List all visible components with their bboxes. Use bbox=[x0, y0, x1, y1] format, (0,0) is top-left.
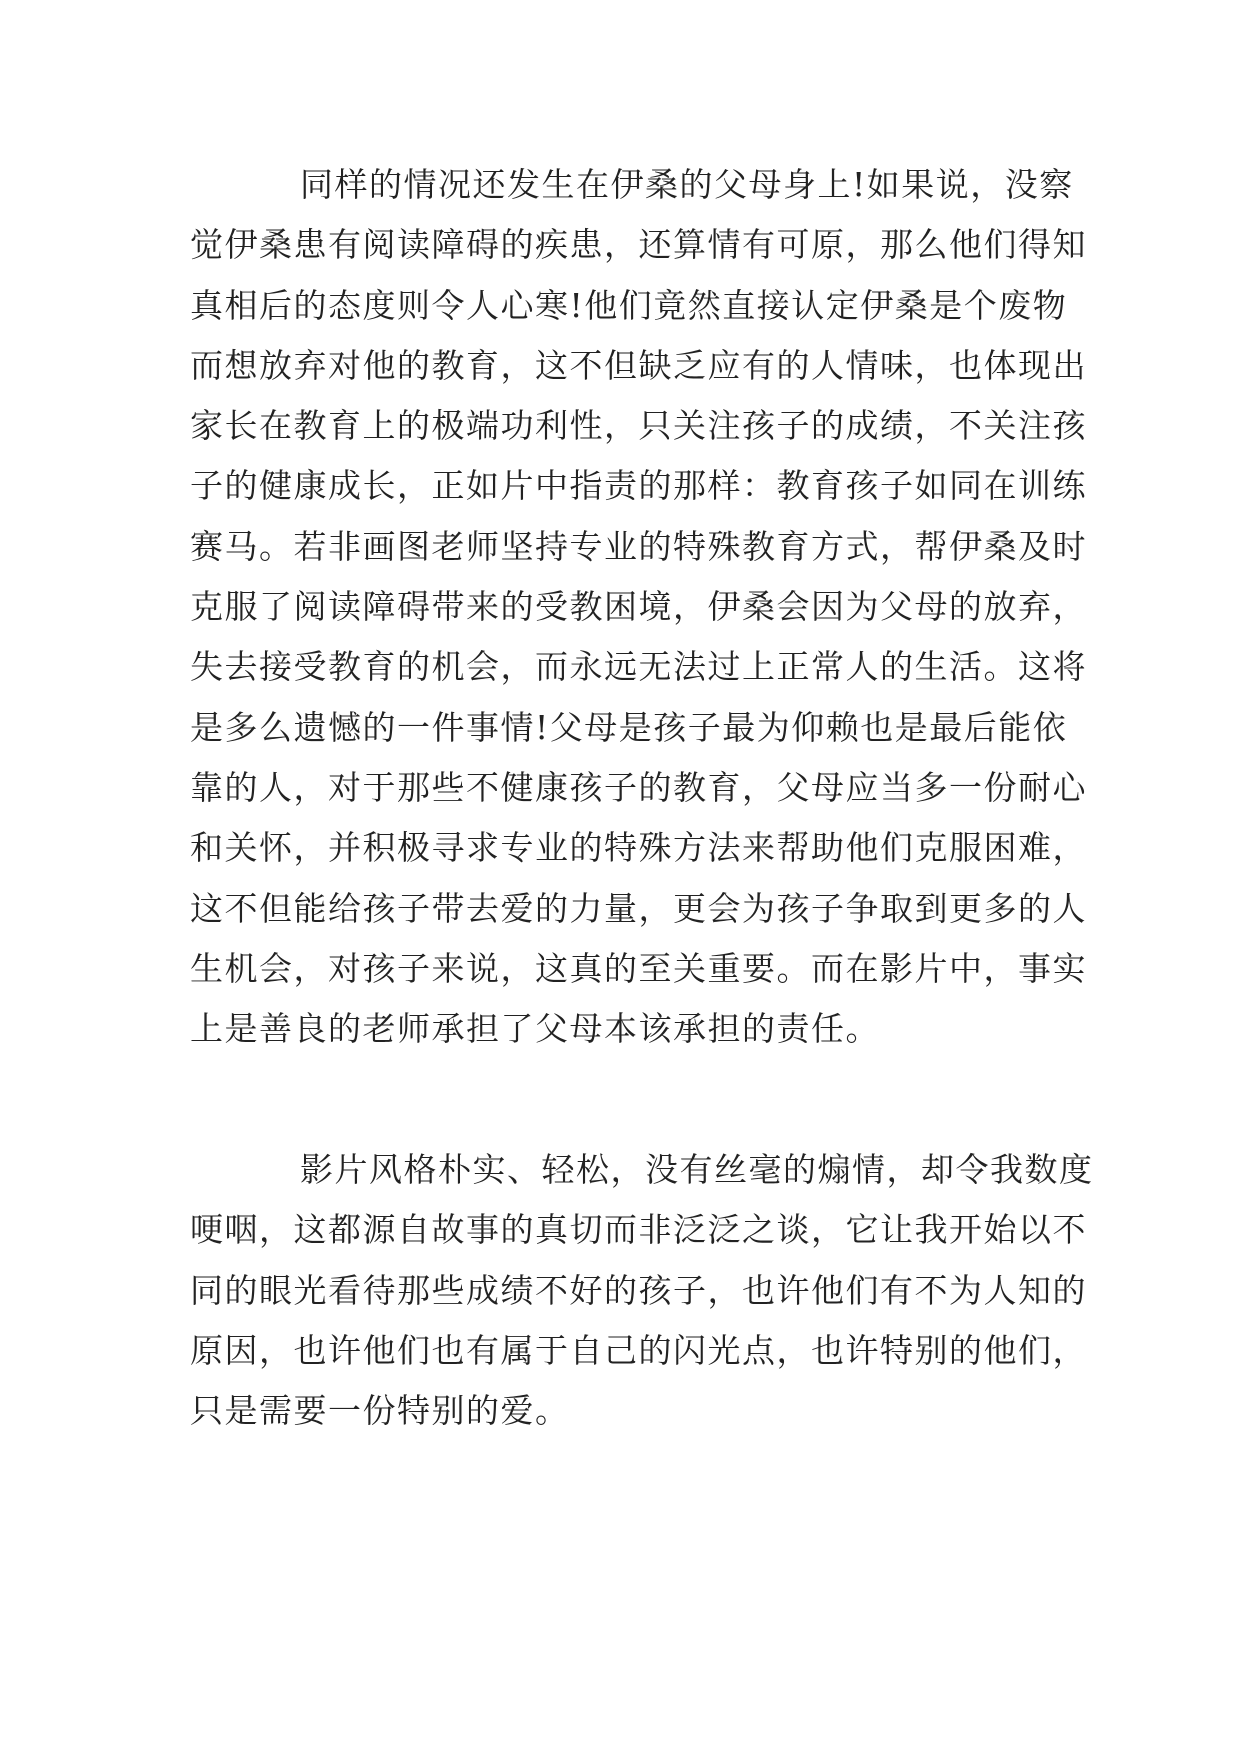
text-line: 而想放弃对他的教育，这不但缺乏应有的人情味，也体现出 bbox=[190, 345, 1087, 385]
text-line: 哽咽，这都源自故事的真切而非泛泛之谈，它让我开始以不 bbox=[190, 1210, 1087, 1250]
text-line: 同的眼光看待那些成绩不好的孩子，也许他们有不为人知的 bbox=[190, 1270, 1087, 1310]
paragraph-parents-responsibility bbox=[190, 155, 1087, 1059]
text-line: 原因，也许他们也有属于自己的闪光点，也许特别的他们， bbox=[190, 1330, 1087, 1370]
text-line: 生机会，对孩子来说，这真的至关重要。而在影片中，事实 bbox=[190, 948, 1087, 988]
text-line: 赛马。若非画图老师坚持专业的特殊教育方式，帮伊桑及时 bbox=[190, 526, 1087, 566]
text-line: 同样的情况还发生在伊桑的父母身上!如果说，没察 bbox=[300, 165, 1074, 204]
text-line: 上是善良的老师承担了父母本该承担的责任。 bbox=[190, 1009, 880, 1049]
text-line: 家长在教育上的极端功利性，只关注孩子的成绩，不关注孩 bbox=[190, 406, 1087, 446]
text-line: 子的健康成长，正如片中指责的那样：教育孩子如同在训练 bbox=[190, 466, 1087, 506]
text-line: 觉伊桑患有阅读障碍的疾患，还算情有可原，那么他们得知 bbox=[190, 225, 1087, 265]
text-line: 这不但能给孩子带去爱的力量，更会为孩子争取到更多的人 bbox=[190, 888, 1087, 928]
text-line: 靠的人，对于那些不健康孩子的教育，父母应当多一份耐心 bbox=[190, 767, 1087, 807]
text-line: 真相后的态度则令人心寒!他们竟然直接认定伊桑是个废物 bbox=[190, 285, 1068, 325]
text-line: 失去接受教育的机会，而永远无法过上正常人的生活。这将 bbox=[190, 647, 1087, 687]
text-line: 和关怀，并积极寻求专业的特殊方法来帮助他们克服困难， bbox=[190, 828, 1087, 868]
text-line: 只是需要一份特别的爱。 bbox=[190, 1391, 570, 1431]
text-line: 影片风格朴实、轻松，没有丝毫的煽情，却令我数度 bbox=[300, 1150, 1094, 1189]
text-line: 克服了阅读障碍带来的受教困境，伊桑会因为父母的放弃， bbox=[190, 587, 1087, 627]
text-line: 是多么遗憾的一件事情!父母是孩子最为仰赖也是最后能依 bbox=[190, 707, 1068, 747]
paragraph-film-reflection bbox=[190, 1140, 1094, 1441]
